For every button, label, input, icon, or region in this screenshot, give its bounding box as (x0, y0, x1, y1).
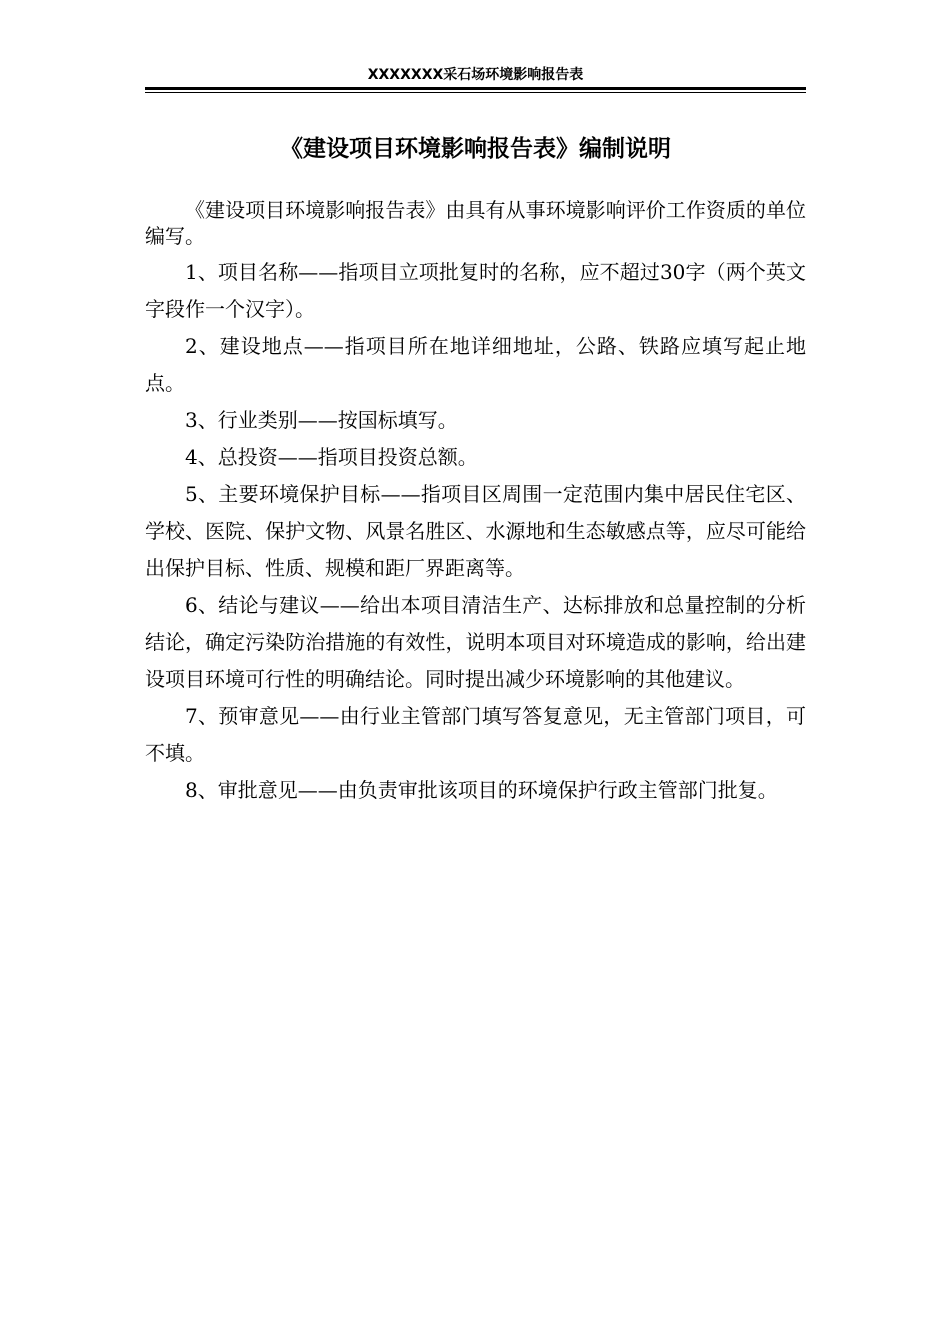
paragraph-item-1: 1、项目名称——指项目立项批复时的名称，应不超过30字（两个英文字段作一个汉字）。 (145, 260, 806, 321)
header-rule-thick (145, 87, 806, 90)
paragraph-item-3: 3、行业类别——按国标填写。 (185, 408, 458, 432)
paragraph-item-6: 6、结论与建议——给出本项目清洁生产、达标排放和总量控制的分析结论，确定污染防治措施的有效性，说明本项目对环境造成的影响，给出建设项目环境可行性的明确结论。同时提出减少环境影响的其他建议。 (145, 593, 806, 691)
paragraph-item-2: 2、建设地点——指项目所在地详细地址，公路、铁路应填写起止地点。 (145, 334, 806, 395)
paragraph-intro: 《建设项目环境影响报告表》由具有从事环境影响评价工作资质的单位编写。 (145, 198, 806, 248)
header-rule-thin (145, 92, 806, 93)
paragraph-item-5: 5、主要环境保护目标——指项目区周围一定范围内集中居民住宅区、学校、医院、保护文物、风景名胜区、水源地和生态敏感点等，应尽可能给出保护目标、性质、规模和距厂界距离等。 (145, 482, 806, 580)
document-body (145, 197, 806, 809)
document-title: 《建设项目环境影响报告表》编制说明 (280, 136, 671, 162)
paragraph-item-7: 7、预审意见——由行业主管部门填写答复意见，无主管部门项目，可不填。 (145, 704, 806, 765)
page-header: XXXXXXX采石场环境影响报告表 (367, 67, 584, 83)
paragraph-item-4: 4、总投资——指项目投资总额。 (185, 445, 478, 469)
paragraph-item-8: 8、审批意见——由负责审批该项目的环境保护行政主管部门批复。 (185, 778, 778, 802)
